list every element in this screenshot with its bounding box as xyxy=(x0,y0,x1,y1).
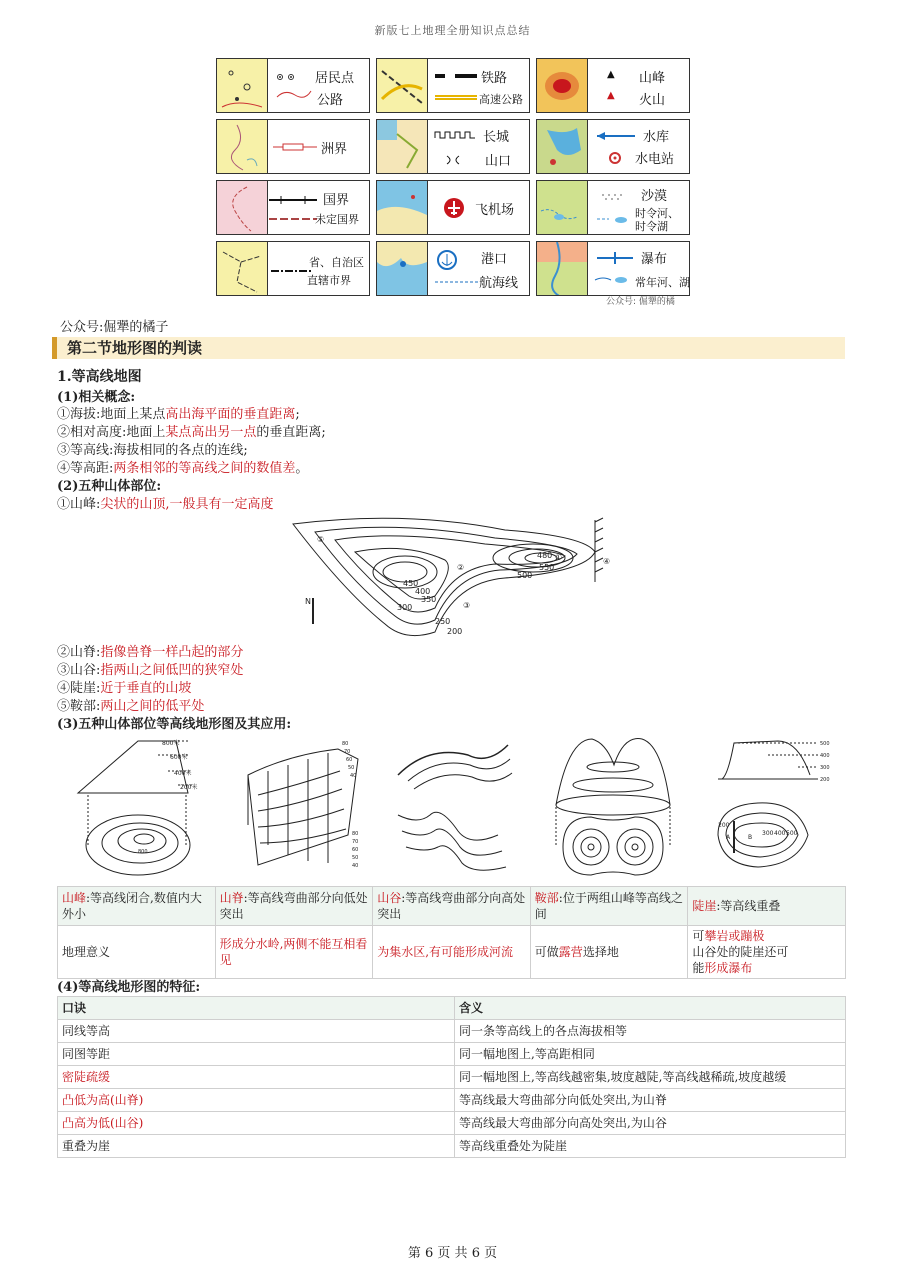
meaning-cell: 同一幅地图上,等高线越密集,坡度越陡,等高线越稀疏,坡度越缓 xyxy=(455,1066,846,1089)
page-header: 新版七上地理全册知识点总结 xyxy=(374,24,531,37)
meaning-cell: 等高线最大弯曲部分向高处突出,为山谷 xyxy=(455,1112,846,1135)
table-cell: 鞍部:位于两组山峰等高线之间 xyxy=(530,887,688,926)
reservoir-thumb xyxy=(537,120,588,173)
table-header-row xyxy=(58,887,846,926)
ridge-fig-label: 50 xyxy=(348,765,355,771)
peak-fig-label: 400米 xyxy=(174,770,192,777)
table-header-cell: 含义 xyxy=(455,997,846,1020)
table-cell: 陡崖:等高线重叠 xyxy=(688,887,846,926)
legend-label: 山口 xyxy=(485,154,512,169)
peak-figure xyxy=(78,739,197,875)
saddle-figure xyxy=(556,739,670,875)
features-heading: (4)等高线地形图的特征: xyxy=(57,980,201,995)
legend-label: 水库 xyxy=(643,130,670,145)
great-wall-icon xyxy=(433,126,479,166)
ridge-fig-label: 40 xyxy=(352,863,359,869)
legend-cell-national-boundary xyxy=(216,180,370,235)
national-boundary-icon xyxy=(269,195,319,225)
map-legend-grid xyxy=(216,58,692,296)
ridge-fig-label: 60 xyxy=(352,847,359,853)
provincial-boundary-icon xyxy=(271,266,311,276)
legend-cell-provincial-boundary xyxy=(216,241,370,296)
legend-label: 水电站 xyxy=(635,152,675,167)
table-cell: 山谷:等高线弯曲部分向高处突出 xyxy=(373,887,531,926)
legend-label: 长城 xyxy=(483,130,510,145)
peak-fig-label: 600米 xyxy=(170,754,188,761)
ridge-fig-label: 80 xyxy=(342,741,349,747)
legend-label: 居民点 xyxy=(315,71,355,86)
cliff-fig-label: 500 xyxy=(820,741,830,747)
ridge-figure xyxy=(248,741,358,869)
table-header-row xyxy=(58,997,846,1020)
cliff-fig-label: 300 xyxy=(762,830,774,837)
cliff-fig-label: 300 xyxy=(820,765,830,771)
legend-label: 未定国界 xyxy=(315,213,359,226)
marker-label: ③ xyxy=(463,601,471,610)
subsection-heading: 1.等高线地图 xyxy=(57,369,142,385)
legend-watermark: 公众号: 倔犟的橘 xyxy=(606,297,675,307)
marker-label: ④ xyxy=(603,557,611,566)
legend-cell-port xyxy=(376,241,530,296)
legend-label: 山峰 xyxy=(639,71,666,86)
mnemonic-cell: 凸低为高(山脊) xyxy=(58,1089,455,1112)
waterfall-icon xyxy=(593,248,639,290)
peak-fig-label: 800米 xyxy=(162,740,180,747)
table-row xyxy=(58,926,846,979)
legend-label: 火山 xyxy=(639,93,666,108)
section-title: 第二节地形图的判读 xyxy=(52,337,845,359)
continent-thumb xyxy=(217,120,268,173)
port-thumb xyxy=(377,242,428,295)
concept-item: ④等高距:两条相邻的等高线之间的数值差。 xyxy=(57,461,309,476)
meaning-cell: 等高线最大弯曲部分向低处突出,为山脊 xyxy=(455,1089,846,1112)
cliff-fig-label: A xyxy=(726,834,731,841)
legend-cell-reservoir xyxy=(536,119,690,174)
legend-label: 高速公路 xyxy=(479,93,523,106)
legend-label: 港口 xyxy=(481,252,508,267)
table-cell: 山峰:等高线闭合,数值内大外小 xyxy=(58,887,216,926)
contour-label: 250 xyxy=(435,617,451,626)
ridge-fig-label: 50 xyxy=(352,855,359,861)
valley-figure xyxy=(398,745,512,870)
railway-icon xyxy=(433,69,479,109)
table-row xyxy=(58,1112,846,1135)
contour-label: 300 xyxy=(397,603,413,612)
concepts-heading: (1)相关概念: xyxy=(57,390,136,405)
legend-cell-great-wall xyxy=(376,119,530,174)
waterfall-thumb xyxy=(537,242,588,295)
reservoir-icon xyxy=(593,128,639,168)
table-row xyxy=(58,1066,846,1089)
mnemonic-cell: 同图等距 xyxy=(58,1043,455,1066)
settlement-thumb xyxy=(217,59,268,112)
north-label: N xyxy=(305,597,311,606)
anchor-icon xyxy=(433,248,479,290)
contour-label: 200 xyxy=(447,627,463,636)
table-row xyxy=(58,1020,846,1043)
concept-item: ③等高线:海拔相同的各点的连线; xyxy=(57,443,248,458)
peak-thumb xyxy=(537,59,588,112)
concept-item: ①海拔:地面上某点高出海平面的垂直距离; xyxy=(57,407,300,422)
ridge-fig-label: 60 xyxy=(346,757,353,763)
settlement-icon xyxy=(275,71,315,101)
legend-cell-settlement xyxy=(216,58,370,113)
table-header-cell: 口诀 xyxy=(58,997,455,1020)
table-row xyxy=(58,1043,846,1066)
table-cell: 形成分水岭,两侧不能互相看见 xyxy=(215,926,373,979)
railway-thumb xyxy=(377,59,428,112)
cliff-fig-label: 400 xyxy=(820,753,830,759)
cliff-fig-label: B xyxy=(748,834,753,841)
legend-cell-railway xyxy=(376,58,530,113)
airport-thumb xyxy=(377,181,428,234)
cliff-fig-label: 400 xyxy=(774,830,786,837)
legend-label: 公路 xyxy=(317,93,344,108)
contour-label: 450 xyxy=(403,579,419,588)
contour-label: 550 xyxy=(539,563,555,572)
table-row xyxy=(58,1135,846,1158)
cliff-fig-label: 200 xyxy=(718,822,730,829)
part-item: ②山脊:指像兽脊一样凸起的部分 xyxy=(57,645,244,660)
table-cell: 为集水区,有可能形成河流 xyxy=(373,926,531,979)
volcano-icon: ▲ xyxy=(607,90,615,101)
marker-label: ① xyxy=(555,553,563,562)
continent-boundary-icon xyxy=(273,142,317,152)
legend-label: 沙漠 xyxy=(641,189,668,204)
table-cell: 可攀岩或蹦极 山谷处的陡崖还可 能形成瀑布 xyxy=(688,926,846,979)
ridge-fig-label: 40 xyxy=(350,773,357,779)
legend-cell-peak xyxy=(536,58,690,113)
cliff-figure xyxy=(718,741,830,867)
legend-label: 常年河、湖 xyxy=(635,276,690,289)
legend-cell-airport xyxy=(376,180,530,235)
ridge-fig-label: 70 xyxy=(352,839,359,845)
concept-item: ②相对高度:地面上某点高出另一点的垂直距离; xyxy=(57,425,326,440)
national-boundary-thumb xyxy=(217,181,268,234)
mnemonic-cell: 同线等高 xyxy=(58,1020,455,1043)
part-item: ④陡崖:近于垂直的山坡 xyxy=(57,681,192,696)
ridge-fig-label: 70 xyxy=(344,749,351,755)
desert-icon xyxy=(595,189,635,229)
legend-label: 航海线 xyxy=(479,276,519,291)
cliff-fig-label: 200 xyxy=(820,777,830,783)
marker-label: ⑤ xyxy=(317,535,325,544)
table-cell: 地理意义 xyxy=(58,926,216,979)
source-note: 公众号:倔犟的橘子 xyxy=(60,320,169,335)
contour-label: 350 xyxy=(421,595,437,604)
legend-label: 飞机场 xyxy=(475,203,515,218)
peak-triangle-icon: ▲ xyxy=(607,69,615,80)
marker-label: ② xyxy=(457,563,465,572)
meaning-cell: 同一幅地图上,等高距相同 xyxy=(455,1043,846,1066)
mnemonic-cell: 凸高为低(山谷) xyxy=(58,1112,455,1135)
contour-label: 400 xyxy=(415,587,431,596)
legend-label: 洲界 xyxy=(321,142,348,157)
mnemonic-cell: 重叠为崖 xyxy=(58,1135,455,1158)
legend-cell-desert xyxy=(536,180,690,235)
contour-label: 480 xyxy=(537,551,553,560)
legend-cell-continent-boundary xyxy=(216,119,370,174)
part-item: ③山谷:指两山之间低凹的狭窄处 xyxy=(57,663,244,678)
contour-label: 500 xyxy=(517,571,533,580)
provincial-thumb xyxy=(217,242,268,295)
great-wall-thumb xyxy=(377,120,428,173)
legend-label: 瀑布 xyxy=(641,252,668,267)
legend-label: 省、自治区 xyxy=(309,256,364,269)
desert-thumb xyxy=(537,181,588,234)
table-cell: 可做露营选择地 xyxy=(530,926,688,979)
airplane-icon xyxy=(443,197,465,219)
contour-features-table xyxy=(57,996,846,1158)
peak-fig-label: 800 xyxy=(138,849,148,855)
mnemonic-cell: 密陡疏缓 xyxy=(58,1066,455,1089)
legend-label: 铁路 xyxy=(481,71,508,86)
table-row xyxy=(58,1089,846,1112)
meaning-cell: 等高线重叠处为陡崖 xyxy=(455,1135,846,1158)
page-footer: 第 6 页 共 6 页 xyxy=(407,1246,498,1261)
part-item: ⑤鞍部:两山之间的低平处 xyxy=(57,699,205,714)
meaning-cell: 同一条等高线上的各点海拔相等 xyxy=(455,1020,846,1043)
part-item-peak: ①山峰:尖状的山顶,一般具有一定高度 xyxy=(57,497,274,512)
legend-label: 时令湖 xyxy=(635,220,668,233)
landform-figures xyxy=(58,735,848,883)
table-cell: 山脊:等高线弯曲部分向低处突出 xyxy=(215,887,373,926)
legend-label: 直辖市界 xyxy=(307,274,351,287)
cliff-fig-label: 500 xyxy=(786,830,798,837)
contour-map-figure xyxy=(285,512,625,644)
legend-label: 国界 xyxy=(323,193,350,208)
figures-heading: (3)五种山体部位等高线地形图及其应用: xyxy=(57,717,292,732)
parts-heading: (2)五种山体部位: xyxy=(57,479,162,494)
ridge-fig-label: 80 xyxy=(352,831,359,837)
peak-fig-label: 200米 xyxy=(180,784,198,791)
legend-label: 时令河、 xyxy=(635,207,679,220)
legend-cell-waterfall xyxy=(536,241,690,296)
landform-meaning-table xyxy=(57,886,846,979)
